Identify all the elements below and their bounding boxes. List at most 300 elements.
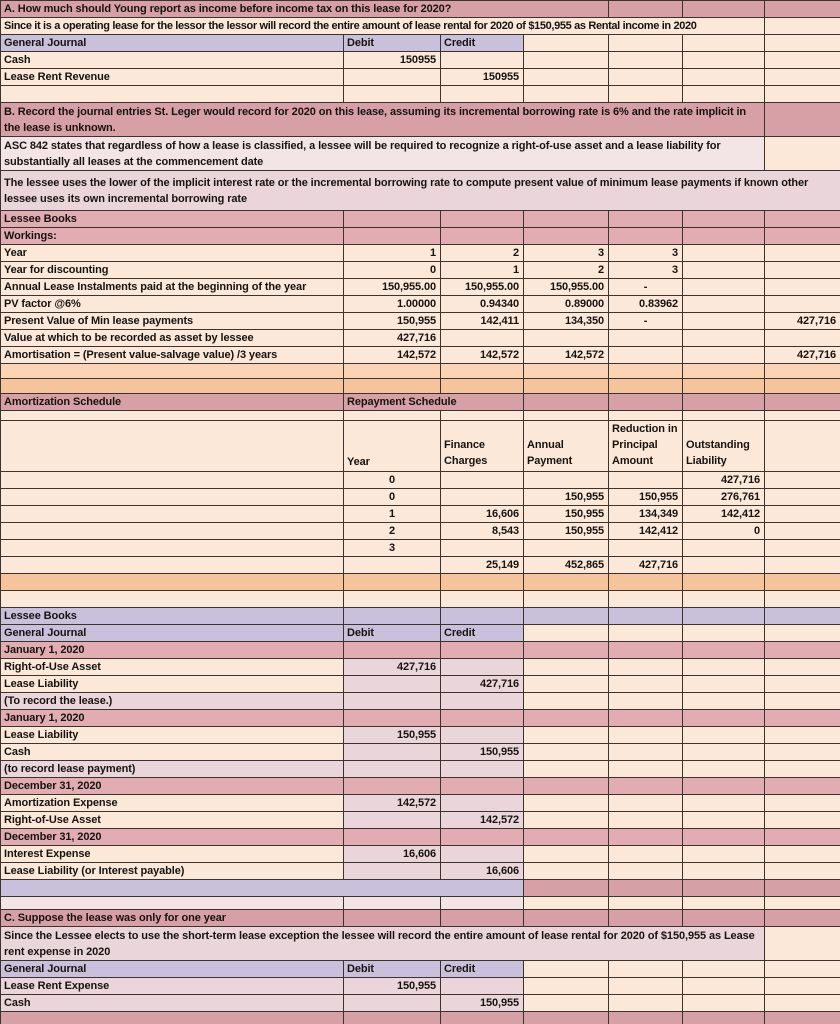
col-header-outstanding-liability: Outstanding Liability bbox=[683, 421, 765, 472]
account-label: Interest Expense bbox=[1, 846, 344, 863]
cell bbox=[683, 880, 765, 897]
cell bbox=[609, 591, 683, 608]
cell bbox=[441, 761, 524, 778]
cell bbox=[524, 910, 609, 927]
cell bbox=[524, 364, 609, 379]
table-row bbox=[1, 228, 840, 245]
cell bbox=[524, 625, 609, 642]
cell: 150,955.00 bbox=[344, 279, 441, 296]
cell bbox=[344, 710, 441, 727]
section-a-title: A. How much should Young report as income before income tax on this lease for 2020? bbox=[1, 1, 609, 18]
cell: 1 bbox=[441, 262, 524, 279]
table-row bbox=[1, 52, 840, 69]
cell bbox=[683, 659, 765, 676]
cell bbox=[441, 591, 524, 608]
debit-header: Debit bbox=[344, 961, 441, 978]
cell: 150,955.00 bbox=[441, 279, 524, 296]
general-journal-header: General Journal bbox=[1, 35, 344, 52]
cell bbox=[683, 778, 765, 795]
cell bbox=[765, 693, 840, 710]
credit-amount: 150955 bbox=[441, 69, 524, 86]
account-label: Lease Rent Expense bbox=[1, 978, 344, 995]
table-row bbox=[1, 557, 840, 574]
cell bbox=[765, 591, 840, 608]
cell bbox=[441, 778, 524, 795]
cell bbox=[765, 863, 840, 880]
cell bbox=[609, 625, 683, 642]
cell bbox=[344, 744, 441, 761]
cell bbox=[683, 897, 765, 910]
section-c-title: C. Suppose the lease was only for one year bbox=[1, 910, 344, 927]
cell bbox=[441, 642, 524, 659]
cell: 134,349 bbox=[609, 506, 683, 523]
cell bbox=[609, 812, 683, 829]
cell: - bbox=[609, 279, 683, 296]
cell bbox=[524, 897, 609, 910]
cell bbox=[683, 995, 765, 1012]
cell bbox=[683, 557, 765, 574]
cell bbox=[765, 506, 840, 523]
cell bbox=[609, 778, 683, 795]
cell bbox=[765, 421, 840, 472]
row-label: Year for discounting bbox=[1, 262, 344, 279]
cell bbox=[524, 69, 609, 86]
cell bbox=[524, 608, 609, 625]
cell: 150,955 bbox=[524, 489, 609, 506]
table-row bbox=[1, 761, 840, 778]
cell bbox=[441, 228, 524, 245]
cell bbox=[765, 910, 840, 927]
table-row bbox=[1, 961, 840, 978]
cell bbox=[441, 659, 524, 676]
cell bbox=[344, 642, 441, 659]
table-row bbox=[1, 245, 840, 262]
cell bbox=[765, 625, 840, 642]
credit-amount: 150,955 bbox=[441, 744, 524, 761]
account-label: Lease Liability bbox=[1, 676, 344, 693]
table-row bbox=[1, 995, 840, 1012]
cell bbox=[441, 540, 524, 557]
cell bbox=[524, 86, 609, 103]
entry-date: December 31, 2020 bbox=[1, 829, 344, 846]
cell bbox=[765, 727, 840, 744]
cell bbox=[524, 829, 609, 846]
cell bbox=[683, 330, 765, 347]
row-label: Value at which to be recorded as asset by lessee bbox=[1, 330, 344, 347]
cell: 142,572 bbox=[524, 347, 609, 364]
cell bbox=[441, 574, 524, 591]
cell bbox=[609, 961, 683, 978]
account-label: Lease Rent Revenue bbox=[1, 69, 344, 86]
cell bbox=[765, 394, 840, 411]
cell: 3 bbox=[609, 262, 683, 279]
cell bbox=[765, 659, 840, 676]
table-row bbox=[1, 279, 840, 296]
table-row bbox=[1, 659, 840, 676]
cell bbox=[609, 659, 683, 676]
cell bbox=[765, 228, 840, 245]
cell bbox=[441, 978, 524, 995]
cell: 427,716 bbox=[683, 472, 765, 489]
asc-842-note: ASC 842 states that regardless of how a lease is classified, a lessee will be required to recognize a right-of-use asset and a lease liability for substantially all leases at the commencement date bbox=[1, 137, 765, 171]
table-row bbox=[1, 86, 840, 103]
cell bbox=[609, 978, 683, 995]
table-row bbox=[1, 211, 840, 228]
cell bbox=[609, 211, 683, 228]
table-row bbox=[1, 910, 840, 927]
cell bbox=[441, 86, 524, 103]
cell bbox=[683, 676, 765, 693]
cell: 3 bbox=[344, 540, 441, 557]
cell bbox=[609, 574, 683, 591]
cell bbox=[524, 710, 609, 727]
cell bbox=[524, 880, 609, 897]
col-header-finance-charges: Finance Charges bbox=[441, 421, 524, 472]
cell bbox=[683, 86, 765, 103]
table-row bbox=[1, 394, 840, 411]
cell bbox=[609, 394, 683, 411]
table-row bbox=[1, 812, 840, 829]
cell bbox=[609, 880, 683, 897]
lessee-books-header: Lessee Books bbox=[1, 211, 344, 228]
account-label: Cash bbox=[1, 995, 344, 1012]
cell bbox=[609, 727, 683, 744]
cell bbox=[683, 228, 765, 245]
cell bbox=[524, 472, 609, 489]
cell bbox=[609, 829, 683, 846]
col-header-annual-payment: Annual Payment bbox=[524, 421, 609, 472]
cell bbox=[344, 995, 441, 1012]
cell bbox=[765, 523, 840, 540]
cell: 142,412 bbox=[683, 506, 765, 523]
cell bbox=[524, 35, 609, 52]
cell: 150,955 bbox=[524, 506, 609, 523]
table-row bbox=[1, 364, 840, 379]
cell bbox=[1, 506, 344, 523]
table-row bbox=[1, 137, 840, 171]
total-annual-payment: 452,865 bbox=[524, 557, 609, 574]
cell bbox=[344, 574, 441, 591]
cell bbox=[765, 262, 840, 279]
debit-amount: 150,955 bbox=[344, 727, 441, 744]
cell: 1.00000 bbox=[344, 296, 441, 313]
cell bbox=[765, 86, 840, 103]
cell bbox=[344, 761, 441, 778]
entry-date: January 1, 2020 bbox=[1, 710, 344, 727]
cell bbox=[683, 279, 765, 296]
cell: 8,543 bbox=[441, 523, 524, 540]
cell bbox=[765, 778, 840, 795]
cell bbox=[683, 245, 765, 262]
cell bbox=[683, 313, 765, 330]
cell bbox=[765, 296, 840, 313]
repayment-schedule-header: Repayment Schedule bbox=[344, 394, 524, 411]
cell bbox=[609, 642, 683, 659]
table-row bbox=[1, 262, 840, 279]
cell bbox=[683, 1012, 765, 1024]
cell bbox=[765, 245, 840, 262]
cell bbox=[765, 69, 840, 86]
row-label: Present Value of Min lease payments bbox=[1, 313, 344, 330]
table-row bbox=[1, 897, 840, 910]
debit-header: Debit bbox=[344, 625, 441, 642]
cell bbox=[609, 1, 683, 18]
table-row bbox=[1, 978, 840, 995]
cell bbox=[344, 591, 441, 608]
cell bbox=[344, 364, 441, 379]
cell bbox=[765, 1, 840, 18]
general-journal-header: General Journal bbox=[1, 625, 344, 642]
cell bbox=[765, 364, 840, 379]
table-row bbox=[1, 829, 840, 846]
cell bbox=[1, 591, 344, 608]
cell bbox=[441, 411, 524, 421]
cell bbox=[765, 961, 840, 978]
cell bbox=[609, 744, 683, 761]
cell bbox=[441, 1012, 524, 1024]
cell bbox=[609, 846, 683, 863]
cell bbox=[524, 228, 609, 245]
cell bbox=[765, 137, 840, 171]
debit-header: Debit bbox=[344, 35, 441, 52]
cell bbox=[1, 557, 344, 574]
cell bbox=[765, 1012, 840, 1024]
cell: 0 bbox=[344, 489, 441, 506]
cell bbox=[441, 489, 524, 506]
cell bbox=[441, 727, 524, 744]
cell bbox=[609, 1012, 683, 1024]
cell bbox=[765, 829, 840, 846]
cell: 1 bbox=[344, 506, 441, 523]
table-row bbox=[1, 18, 840, 35]
cell bbox=[609, 411, 683, 421]
cell bbox=[441, 472, 524, 489]
entry-date: January 1, 2020 bbox=[1, 642, 344, 659]
table-row bbox=[1, 880, 840, 897]
cell bbox=[524, 1012, 609, 1024]
cell bbox=[609, 761, 683, 778]
cell: 142,572 bbox=[344, 347, 441, 364]
cell bbox=[683, 910, 765, 927]
cell bbox=[683, 727, 765, 744]
cell bbox=[765, 642, 840, 659]
credit-amount: 427,716 bbox=[441, 676, 524, 693]
account-label: Cash bbox=[1, 744, 344, 761]
cell bbox=[524, 659, 609, 676]
cell bbox=[441, 608, 524, 625]
cell bbox=[609, 710, 683, 727]
cell bbox=[441, 829, 524, 846]
section-c-note: Since the Lessee elects to use the short-term lease exception the lessee will record the entire amount of lease rental for 2020 of $150,955 as Lease rent expense in 2020 bbox=[1, 927, 765, 961]
cell bbox=[683, 379, 765, 394]
table-row bbox=[1, 69, 840, 86]
discount-rate-note: The lessee uses the lower of the implicit interest rate or the incremental borrowing rate to compute present value of minimum lease payments if known other lessee uses its own incremental borrowing rate bbox=[1, 171, 840, 211]
credit-header: Credit bbox=[441, 35, 524, 52]
table-row bbox=[1, 1012, 840, 1024]
cell: 2 bbox=[524, 262, 609, 279]
cell: - bbox=[609, 313, 683, 330]
cell bbox=[344, 211, 441, 228]
cell bbox=[524, 330, 609, 347]
table-row bbox=[1, 863, 840, 880]
cell bbox=[765, 897, 840, 910]
row-label: PV factor @6% bbox=[1, 296, 344, 313]
cell bbox=[765, 52, 840, 69]
cell bbox=[765, 18, 840, 35]
cell: 0.89000 bbox=[524, 296, 609, 313]
cell bbox=[609, 228, 683, 245]
cell bbox=[344, 86, 441, 103]
cell bbox=[344, 557, 441, 574]
cell bbox=[765, 489, 840, 506]
cell: 3 bbox=[524, 245, 609, 262]
cell bbox=[344, 693, 441, 710]
cell: 427,716 bbox=[344, 330, 441, 347]
cell bbox=[683, 364, 765, 379]
cell: 134,350 bbox=[524, 313, 609, 330]
cell bbox=[683, 35, 765, 52]
cell bbox=[441, 364, 524, 379]
account-label: Amortization Expense bbox=[1, 795, 344, 812]
total-principal-reduction: 427,716 bbox=[609, 557, 683, 574]
cell bbox=[1, 379, 344, 394]
cell bbox=[344, 863, 441, 880]
amortization-schedule-header: Amortization Schedule bbox=[1, 394, 344, 411]
table-row bbox=[1, 347, 840, 364]
cell bbox=[1, 411, 344, 421]
cell bbox=[683, 1, 765, 18]
general-journal-header: General Journal bbox=[1, 961, 344, 978]
cell bbox=[344, 812, 441, 829]
cell bbox=[344, 69, 441, 86]
table-row bbox=[1, 330, 840, 347]
cell bbox=[683, 574, 765, 591]
cell bbox=[344, 228, 441, 245]
entry-memo: (to record lease payment) bbox=[1, 761, 344, 778]
cell bbox=[683, 812, 765, 829]
table-row bbox=[1, 927, 840, 961]
table-row bbox=[1, 744, 840, 761]
cell bbox=[765, 744, 840, 761]
cell bbox=[524, 411, 609, 421]
credit-amount: 150,955 bbox=[441, 995, 524, 1012]
cell bbox=[683, 262, 765, 279]
cell bbox=[609, 676, 683, 693]
cell bbox=[609, 608, 683, 625]
cell bbox=[609, 897, 683, 910]
cell: 150,955 bbox=[344, 313, 441, 330]
cell bbox=[683, 347, 765, 364]
cell bbox=[765, 880, 840, 897]
table-row bbox=[1, 296, 840, 313]
cell bbox=[609, 69, 683, 86]
cell bbox=[344, 778, 441, 795]
cell bbox=[765, 978, 840, 995]
cell bbox=[609, 863, 683, 880]
entry-date: December 31, 2020 bbox=[1, 778, 344, 795]
cell bbox=[524, 863, 609, 880]
cell bbox=[524, 591, 609, 608]
cell bbox=[524, 574, 609, 591]
table-row bbox=[1, 625, 840, 642]
section-a-note: Since it is a operating lease for the lessor the lessor will record the entire amount of lease rental for 2020 of $150,955 as Rental income in 2020 bbox=[1, 18, 765, 35]
cell bbox=[683, 761, 765, 778]
cell bbox=[683, 211, 765, 228]
cell bbox=[344, 1012, 441, 1024]
cell bbox=[683, 591, 765, 608]
debit-amount: 427,716 bbox=[344, 659, 441, 676]
cell: 0 bbox=[344, 262, 441, 279]
cell bbox=[344, 897, 441, 910]
cell bbox=[441, 330, 524, 347]
table-row bbox=[1, 727, 840, 744]
credit-header: Credit bbox=[441, 961, 524, 978]
cell bbox=[609, 35, 683, 52]
cell bbox=[609, 995, 683, 1012]
table-row bbox=[1, 574, 840, 591]
cell bbox=[524, 727, 609, 744]
cell bbox=[1, 574, 344, 591]
cell bbox=[344, 676, 441, 693]
table-row bbox=[1, 421, 840, 472]
cell bbox=[524, 211, 609, 228]
cell bbox=[683, 961, 765, 978]
cell bbox=[441, 910, 524, 927]
cell bbox=[441, 795, 524, 812]
credit-amount: 16,606 bbox=[441, 863, 524, 880]
cell bbox=[524, 995, 609, 1012]
cell bbox=[683, 411, 765, 421]
cell bbox=[524, 540, 609, 557]
cell bbox=[441, 846, 524, 863]
cell bbox=[609, 364, 683, 379]
table-row bbox=[1, 642, 840, 659]
credit-amount: 142,572 bbox=[441, 812, 524, 829]
cell bbox=[765, 574, 840, 591]
cell: 276,761 bbox=[683, 489, 765, 506]
cell bbox=[1, 897, 344, 910]
cell bbox=[524, 676, 609, 693]
cell bbox=[683, 69, 765, 86]
table-row bbox=[1, 795, 840, 812]
cell bbox=[765, 411, 840, 421]
table-row bbox=[1, 676, 840, 693]
cell bbox=[765, 35, 840, 52]
entry-memo: (To record the lease.) bbox=[1, 693, 344, 710]
debit-amount: 150,955 bbox=[344, 978, 441, 995]
cell bbox=[683, 296, 765, 313]
table-row bbox=[1, 608, 840, 625]
cell bbox=[683, 846, 765, 863]
cell bbox=[441, 379, 524, 394]
col-header-year: Year bbox=[344, 421, 441, 472]
cell bbox=[609, 379, 683, 394]
table-row bbox=[1, 693, 840, 710]
cell bbox=[1, 364, 344, 379]
table-row bbox=[1, 489, 840, 506]
total-finance-charges: 25,149 bbox=[441, 557, 524, 574]
table-row bbox=[1, 313, 840, 330]
cell bbox=[683, 795, 765, 812]
cell bbox=[609, 52, 683, 69]
cell: 0.94340 bbox=[441, 296, 524, 313]
table-row bbox=[1, 710, 840, 727]
account-label: Right-of-Use Asset bbox=[1, 812, 344, 829]
cell bbox=[609, 472, 683, 489]
table-row bbox=[1, 591, 840, 608]
cell bbox=[765, 279, 840, 296]
cell: 150,955 bbox=[609, 489, 683, 506]
